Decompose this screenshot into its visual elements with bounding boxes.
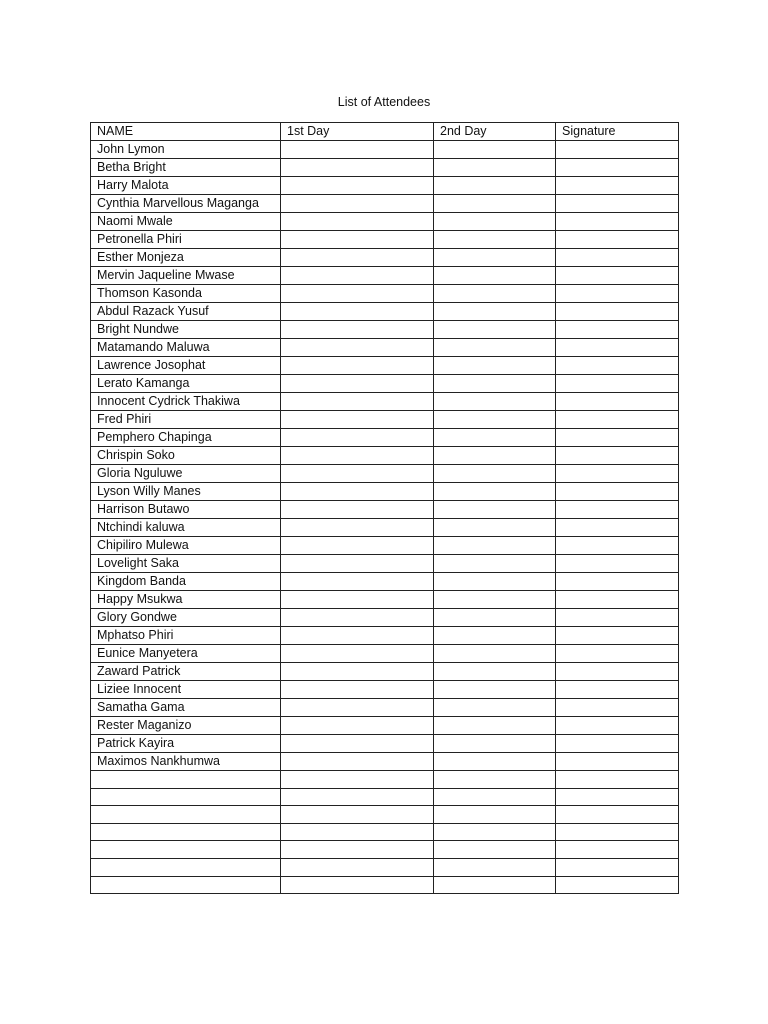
attendee-name-cell: Bright Nundwe [91, 321, 281, 339]
second-day-cell [434, 285, 556, 303]
signature-cell [556, 823, 679, 841]
attendee-name-cell: Samatha Gama [91, 699, 281, 717]
second-day-cell [434, 519, 556, 537]
signature-cell [556, 609, 679, 627]
second-day-cell [434, 303, 556, 321]
table-row [91, 555, 679, 573]
first-day-cell [281, 393, 434, 411]
table-row [91, 213, 679, 231]
page-title: List of Attendees [337, 95, 431, 109]
attendee-name-cell: Rester Maganizo [91, 717, 281, 735]
signature-cell [556, 231, 679, 249]
signature-cell [556, 321, 679, 339]
first-day-cell [281, 717, 434, 735]
attendee-name-cell [91, 771, 281, 789]
table-row [91, 159, 679, 177]
attendees-table [90, 122, 679, 894]
first-day-cell [281, 537, 434, 555]
second-day-cell [434, 573, 556, 591]
first-day-cell [281, 375, 434, 393]
table-row [91, 735, 679, 753]
first-day-cell [281, 573, 434, 591]
signature-cell [556, 411, 679, 429]
second-day-cell [434, 823, 556, 841]
table-row [91, 429, 679, 447]
attendee-name-cell [91, 858, 281, 876]
second-day-cell [434, 841, 556, 859]
table-row [91, 699, 679, 717]
attendee-name-cell: Betha Bright [91, 159, 281, 177]
attendee-name-cell [91, 823, 281, 841]
first-day-cell [281, 321, 434, 339]
signature-cell [556, 141, 679, 159]
attendee-name-cell: Eunice Manyetera [91, 645, 281, 663]
table-row [91, 591, 679, 609]
attendee-name-cell: Happy Msukwa [91, 591, 281, 609]
first-day-cell [281, 519, 434, 537]
second-day-cell [434, 267, 556, 285]
signature-cell [556, 303, 679, 321]
signature-cell [556, 735, 679, 753]
table-row [91, 447, 679, 465]
second-day-cell [434, 321, 556, 339]
table-row [91, 609, 679, 627]
second-day-cell [434, 663, 556, 681]
signature-cell [556, 159, 679, 177]
first-day-cell [281, 465, 434, 483]
attendee-name-cell [91, 788, 281, 806]
attendee-name-cell: Esther Monjeza [91, 249, 281, 267]
column-header-name: NAME [91, 123, 281, 141]
second-day-cell [434, 465, 556, 483]
second-day-cell [434, 249, 556, 267]
attendee-name-cell: Lovelight Saka [91, 555, 281, 573]
first-day-cell [281, 267, 434, 285]
second-day-cell [434, 357, 556, 375]
signature-cell [556, 357, 679, 375]
first-day-cell [281, 177, 434, 195]
attendee-name-cell: Harrison Butawo [91, 501, 281, 519]
signature-cell [556, 195, 679, 213]
second-day-cell [434, 375, 556, 393]
signature-cell [556, 876, 679, 894]
first-day-cell [281, 213, 434, 231]
second-day-cell [434, 645, 556, 663]
first-day-cell [281, 285, 434, 303]
attendee-name-cell: John Lymon [91, 141, 281, 159]
table-row [91, 411, 679, 429]
table-row [91, 321, 679, 339]
first-day-cell [281, 609, 434, 627]
second-day-cell [434, 177, 556, 195]
signature-cell [556, 393, 679, 411]
signature-cell [556, 285, 679, 303]
table-row [91, 501, 679, 519]
attendee-name-cell: Glory Gondwe [91, 609, 281, 627]
signature-cell [556, 753, 679, 771]
first-day-cell [281, 681, 434, 699]
first-day-cell [281, 159, 434, 177]
signature-cell [556, 627, 679, 645]
table-row [91, 339, 679, 357]
first-day-cell [281, 663, 434, 681]
second-day-cell [434, 858, 556, 876]
second-day-cell [434, 717, 556, 735]
attendee-name-cell: Innocent Cydrick Thakiwa [91, 393, 281, 411]
first-day-cell [281, 771, 434, 789]
second-day-cell [434, 771, 556, 789]
column-header-first-day: 1st Day [281, 123, 434, 141]
attendee-name-cell [91, 876, 281, 894]
signature-cell [556, 537, 679, 555]
first-day-cell [281, 195, 434, 213]
table-row [91, 841, 679, 859]
first-day-cell [281, 141, 434, 159]
second-day-cell [434, 591, 556, 609]
table-row [91, 681, 679, 699]
second-day-cell [434, 876, 556, 894]
second-day-cell [434, 141, 556, 159]
second-day-cell [434, 806, 556, 824]
second-day-cell [434, 501, 556, 519]
signature-cell [556, 267, 679, 285]
first-day-cell [281, 806, 434, 824]
first-day-cell [281, 339, 434, 357]
attendee-name-cell: Fred Phiri [91, 411, 281, 429]
table-row [91, 876, 679, 894]
signature-cell [556, 339, 679, 357]
first-day-cell [281, 645, 434, 663]
attendee-name-cell: Harry Malota [91, 177, 281, 195]
attendee-name-cell: Cynthia Marvellous Maganga [91, 195, 281, 213]
table-row [91, 573, 679, 591]
attendee-name-cell: Matamando Maluwa [91, 339, 281, 357]
table-row [91, 788, 679, 806]
first-day-cell [281, 555, 434, 573]
table-row [91, 645, 679, 663]
signature-cell [556, 645, 679, 663]
table-header-row [91, 123, 679, 141]
column-header-second-day: 2nd Day [434, 123, 556, 141]
table-row [91, 249, 679, 267]
second-day-cell [434, 195, 556, 213]
signature-cell [556, 519, 679, 537]
signature-cell [556, 249, 679, 267]
first-day-cell [281, 357, 434, 375]
attendee-name-cell: Lyson Willy Manes [91, 483, 281, 501]
attendee-name-cell: Mervin Jaqueline Mwase [91, 267, 281, 285]
second-day-cell [434, 555, 556, 573]
second-day-cell [434, 537, 556, 555]
table-row [91, 231, 679, 249]
attendee-name-cell: Petronella Phiri [91, 231, 281, 249]
attendee-name-cell: Gloria Nguluwe [91, 465, 281, 483]
first-day-cell [281, 735, 434, 753]
first-day-cell [281, 249, 434, 267]
attendee-name-cell: Mphatso Phiri [91, 627, 281, 645]
column-header-signature: Signature [556, 123, 679, 141]
table-row [91, 806, 679, 824]
signature-cell [556, 447, 679, 465]
first-day-cell [281, 483, 434, 501]
attendee-name-cell: Chrispin Soko [91, 447, 281, 465]
table-row [91, 823, 679, 841]
attendee-name-cell: Maximos Nankhumwa [91, 753, 281, 771]
attendee-name-cell: Patrick Kayira [91, 735, 281, 753]
second-day-cell [434, 447, 556, 465]
table-row [91, 195, 679, 213]
signature-cell [556, 788, 679, 806]
second-day-cell [434, 393, 556, 411]
second-day-cell [434, 429, 556, 447]
attendee-name-cell: Kingdom Banda [91, 573, 281, 591]
signature-cell [556, 483, 679, 501]
attendee-name-cell: Thomson Kasonda [91, 285, 281, 303]
second-day-cell [434, 699, 556, 717]
first-day-cell [281, 788, 434, 806]
table-row [91, 717, 679, 735]
first-day-cell [281, 627, 434, 645]
attendee-name-cell: Pemphero Chapinga [91, 429, 281, 447]
table-row [91, 753, 679, 771]
first-day-cell [281, 876, 434, 894]
attendee-name-cell: Lerato Kamanga [91, 375, 281, 393]
attendee-name-cell: Zaward Patrick [91, 663, 281, 681]
signature-cell [556, 771, 679, 789]
second-day-cell [434, 213, 556, 231]
first-day-cell [281, 447, 434, 465]
signature-cell [556, 806, 679, 824]
signature-cell [556, 429, 679, 447]
attendee-name-cell [91, 806, 281, 824]
table-row [91, 141, 679, 159]
signature-cell [556, 663, 679, 681]
table-row [91, 393, 679, 411]
first-day-cell [281, 591, 434, 609]
second-day-cell [434, 231, 556, 249]
table-row [91, 771, 679, 789]
second-day-cell [434, 609, 556, 627]
table-row [91, 465, 679, 483]
second-day-cell [434, 681, 556, 699]
table-row [91, 303, 679, 321]
attendee-name-cell: Liziee Innocent [91, 681, 281, 699]
signature-cell [556, 465, 679, 483]
signature-cell [556, 555, 679, 573]
attendee-name-cell: Naomi Mwale [91, 213, 281, 231]
first-day-cell [281, 858, 434, 876]
signature-cell [556, 501, 679, 519]
first-day-cell [281, 501, 434, 519]
second-day-cell [434, 159, 556, 177]
table-row [91, 627, 679, 645]
first-day-cell [281, 841, 434, 859]
first-day-cell [281, 411, 434, 429]
attendee-name-cell: Lawrence Josophat [91, 357, 281, 375]
second-day-cell [434, 753, 556, 771]
signature-cell [556, 573, 679, 591]
table-row [91, 267, 679, 285]
second-day-cell [434, 483, 556, 501]
first-day-cell [281, 303, 434, 321]
first-day-cell [281, 823, 434, 841]
second-day-cell [434, 411, 556, 429]
signature-cell [556, 699, 679, 717]
attendee-name-cell [91, 841, 281, 859]
table-row [91, 519, 679, 537]
table-row [91, 375, 679, 393]
signature-cell [556, 858, 679, 876]
table-row [91, 858, 679, 876]
signature-cell [556, 213, 679, 231]
second-day-cell [434, 627, 556, 645]
table-row [91, 357, 679, 375]
signature-cell [556, 591, 679, 609]
signature-cell [556, 375, 679, 393]
first-day-cell [281, 699, 434, 717]
table-row [91, 177, 679, 195]
attendee-name-cell: Chipiliro Mulewa [91, 537, 281, 555]
second-day-cell [434, 788, 556, 806]
first-day-cell [281, 753, 434, 771]
second-day-cell [434, 339, 556, 357]
attendee-name-cell: Abdul Razack Yusuf [91, 303, 281, 321]
table-row [91, 483, 679, 501]
attendee-name-cell: Ntchindi kaluwa [91, 519, 281, 537]
table-row [91, 663, 679, 681]
second-day-cell [434, 735, 556, 753]
first-day-cell [281, 231, 434, 249]
signature-cell [556, 177, 679, 195]
first-day-cell [281, 429, 434, 447]
signature-cell [556, 841, 679, 859]
table-row [91, 537, 679, 555]
signature-cell [556, 717, 679, 735]
table-row [91, 285, 679, 303]
signature-cell [556, 681, 679, 699]
